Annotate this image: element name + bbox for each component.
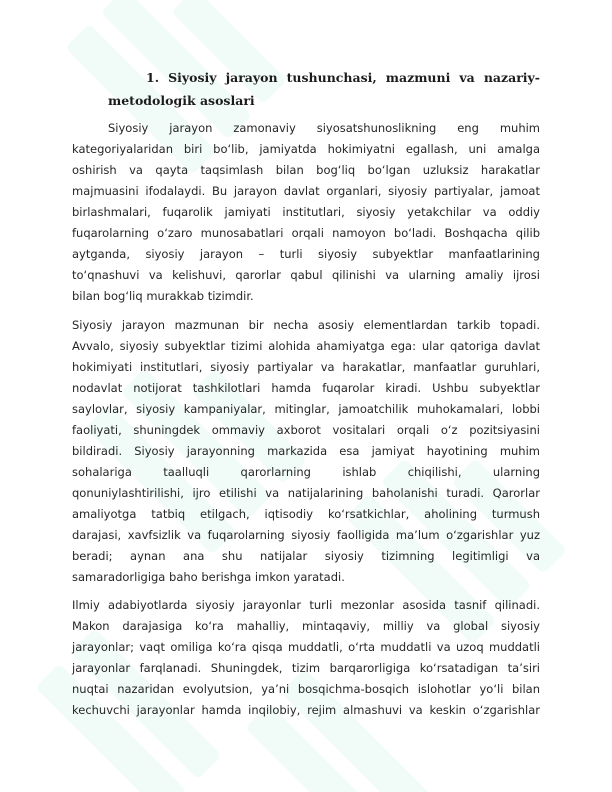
text-line: kechuvchi jarayonlar hamda inqilobiy, rejim almashuvi va keskin o‘zgarishlar — [72, 703, 540, 717]
text-line: Siyosiy jarayon zamonaviy siyosatshunoslikning eng muhim — [108, 121, 540, 135]
text-line: jarayonlar; vaqt omiliga ko‘ra qisqa muddatli, o‘rta muddatli va uzoq muddatli — [72, 640, 540, 654]
text-line: sohalariga taalluqli qarorlarning ishlab chiqilishi, ularning — [72, 465, 540, 479]
paragraph-2 — [72, 315, 540, 588]
paragraph-3 — [72, 595, 540, 721]
paragraph-1 — [72, 118, 540, 307]
section-heading — [108, 66, 540, 112]
text-line: hokimiyati institutlari, siyosiy partiyalar va harakatlar, manfaatlar guruhlari, — [72, 360, 540, 374]
text-line: beradi; aynan ana shu natijalar siyosiy tizimning legitimligi va — [72, 549, 540, 563]
text-line: nodavlat notijorat tashkilotlari hamda fuqarolar kiradi. Ushbu subyektlar — [72, 381, 540, 395]
text-line: Avvalo, siyosiy subyektlar tizimi alohida ahamiyatga ega: ular qatoriga davlat — [72, 339, 540, 353]
text-line: oshirish va qayta taqsimlash bilan bog‘liq bo‘lgan uzluksiz harakatlar — [72, 163, 540, 177]
heading-line: metodologik asoslari — [108, 93, 255, 108]
text-line: nuqtai nazaridan evolyutsion, ya’ni bosqichma-bosqich islohotlar yo‘li bilan — [72, 682, 540, 696]
text-line: faoliyati, shuningdek ommaviy axborot vositalari orqali o‘z pozitsiyasini — [72, 423, 540, 437]
text-line: bildiradi. Siyosiy jarayonning markazida esa jamiyat hayotining muhim — [72, 444, 540, 458]
text-line: kategoriyalaridan biri bo‘lib, jamiyatda hokimiyatni egallash, uni amalga — [72, 142, 540, 156]
text-line: darajasi, xavfsizlik va fuqarolarning siyosiy faolligida ma’lum o‘zgarishlar yuz — [72, 528, 540, 542]
text-line: saylovlar, siyosiy kampaniyalar, mitinglar, jamoatchilik muhokamalari, lobbi — [72, 402, 540, 416]
text-line: qonuniylashtirilishi, ijro etilishi va natijalarining baholanishi turadi. Qarorlar — [72, 486, 540, 500]
text-line: Ilmiy adabiyotlarda siyosiy jarayonlar turli mezonlar asosida tasnif qilinadi. — [72, 598, 540, 612]
text-line: birlashmalari, fuqarolik jamiyati institutlari, siyosiy yetakchilar va oddiy — [72, 205, 540, 219]
text-line: bilan bog‘liq murakkab tizimdir. — [72, 289, 254, 303]
text-line: fuqarolarning o‘zaro munosabatlari orqali namoyon bo‘ladi. Boshqacha qilib — [72, 226, 540, 240]
text-line: amaliyotga tatbiq etilgach, iqtisodiy ko‘rsatkichlar, aholining turmush — [72, 507, 540, 521]
text-line: majmuasini ifodalaydi. Bu jarayon davlat organlari, siyosiy partiyalar, jamoat — [72, 184, 540, 198]
text-line: samaradorligiga baho berishga imkon yaratadi. — [72, 570, 345, 584]
text-line: Makon darajasiga ko‘ra mahalliy, mintaqaviy, milliy va global siyosiy — [72, 619, 540, 633]
text-line: Siyosiy jarayon mazmunan bir necha asosiy elementlardan tarkib topadi. — [72, 318, 540, 332]
heading-line: 1. Siyosiy jarayon tushunchasi, mazmuni va nazariy- — [146, 70, 540, 85]
text-line: to‘qnashuvi va kelishuvi, qarorlar qabul qilinishi va ularning amaliy ijrosi — [72, 268, 540, 282]
text-line: aytganda, siyosiy jarayon – turli siyosiy subyektlar manfaatlarining — [72, 247, 540, 261]
text-line: jarayonlar farqlanadi. Shuningdek, tizim barqarorligiga ko‘rsatadigan ta’siri — [72, 661, 540, 675]
